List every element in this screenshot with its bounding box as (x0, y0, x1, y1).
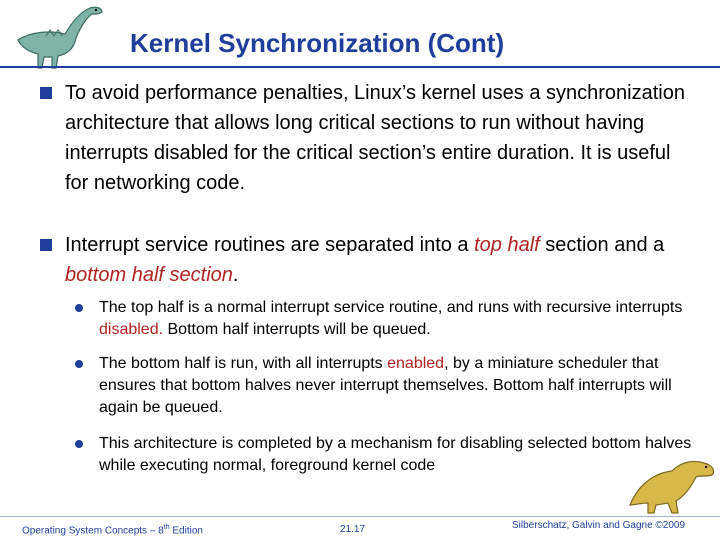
highlight-enabled: enabled (387, 355, 445, 372)
title-divider (0, 66, 720, 68)
round-bullet-icon (75, 440, 83, 448)
square-bullet-icon (40, 87, 52, 99)
sub-bullet-item (75, 297, 705, 341)
highlight-top-half: top half (474, 234, 540, 256)
round-bullet-icon (75, 360, 83, 368)
bullet-item (40, 78, 690, 198)
dinosaur-corner-icon (620, 455, 720, 515)
footer-divider (0, 516, 720, 517)
sub-bullet-item (75, 433, 705, 477)
highlight-disabled: disabled. (99, 321, 164, 338)
sub-bullet-text: This architecture is completed by a mechanism for disabling selected bottom halves while executing normal, foreground kernel code (99, 435, 692, 474)
dinosaur-logo-icon (10, 2, 110, 70)
sub-bullet-text: The bottom half is run, with all interrupts enabled, by a miniature scheduler that ensures that bottom halves never interrupt themselves. Bottom half interrupts will again be queued. (99, 355, 672, 416)
sub-bullet-item (75, 353, 705, 419)
page-title: Kernel Synchronization (Cont) (130, 28, 505, 58)
footer-book-title: Operating System Concepts – 8th Edition (22, 524, 203, 537)
footer-authors: Silberschatz, Galvin and Gagne ©2009 (512, 520, 686, 531)
bullet-item (40, 230, 690, 290)
bullet-text: To avoid performance penalties, Linux’s kernel uses a synchronization architecture that allows long critical sections to run without having interrupts disabled for the critical section’s entire duration. It is useful for networking code. (65, 82, 685, 194)
footer-page-number: 21.17 (340, 524, 366, 535)
highlight-bottom-half: bottom half (65, 264, 164, 286)
bullet-text: Interrupt service routines are separated into a top half section and a bottom half section. (65, 234, 665, 286)
sub-bullet-text: The top half is a normal interrupt service routine, and runs with recursive interrupts disabled. Bottom half interrupts will be queued. (99, 299, 683, 338)
round-bullet-icon (75, 304, 83, 312)
square-bullet-icon (40, 239, 52, 251)
